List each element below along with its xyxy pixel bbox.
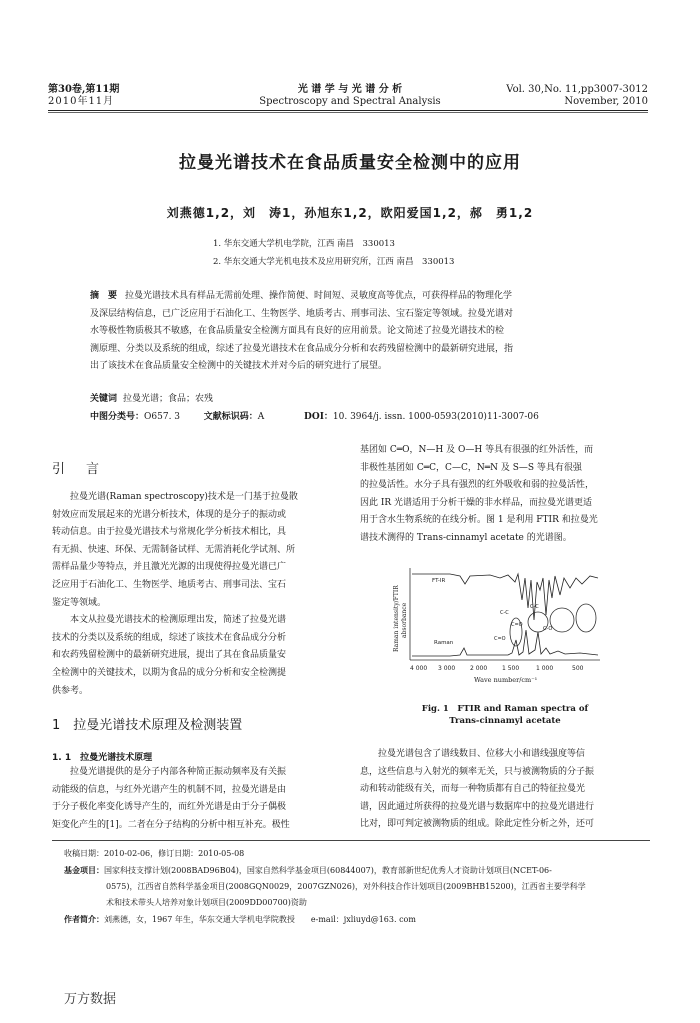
annotation-circle <box>550 608 574 632</box>
section-1-heading: 1 拉曼光谱技术原理及检测装置 <box>52 718 243 733</box>
intro-line: 和农药残留检测中的最新研究进展，提出了其在食品质量安 <box>52 650 287 661</box>
keywords-label: 关键词 <box>90 394 118 404</box>
x-tick-label: 3 000 <box>438 665 456 672</box>
abstract-line-4: 测原理、分类以及系统的组成，综述了拉曼光谱技术在食品成分分析和农药残留检测中的最新研究进展，指 <box>90 343 514 354</box>
abstract-line-3: 水等极性物质极其不敏感，在食品质量安全检测方面具有良好的应用前景。论文简述了拉曼光谱技术的检 <box>90 326 505 337</box>
intro-body <box>52 489 342 700</box>
affiliation-1: 1. 华东交通大学机电学院，江西 南昌 330013 <box>213 239 395 249</box>
rc-line: 用于含水生物系统的在线分析。图 1 是利用 FTIR 和拉曼光 <box>360 515 598 526</box>
intro-line: 需样品量少等特点，并且激光光源的出现使得拉曼光谱已广 <box>52 562 287 573</box>
s1-line: 拉曼光谱提供的是分子内部各种简正振动频率及有关振 <box>70 767 287 777</box>
journal-volume-cn: 第30卷,第11期 <box>48 84 120 95</box>
x-tick-label: 4 000 <box>410 665 428 672</box>
abstract-label: 摘 要 <box>90 291 118 301</box>
right-col-top <box>360 442 650 548</box>
section-intro-heading: 引 言 <box>52 462 104 477</box>
journal-name-en: Spectroscopy and Spectral Analysis <box>259 96 441 107</box>
intro-line: 射效应而发展起来的光谱分析技术，体现的是分子的振动或 <box>52 509 287 520</box>
fund-text-1: 国家科技支撑计划(2008BAD96B04)，国家自然科学基金项目(60844007)，教育部新世纪优秀人才资助计划项目(NCET-06- <box>104 866 552 875</box>
fund-line-2: 0575)，江西省自然科学基金项目(2008GQN0029，2007GZN026)，对外科技合作计划项目(2009BHB15200)，江西省主要学科学 <box>106 882 586 891</box>
abstract-line-1 <box>90 288 610 306</box>
author-bio-label: 作者简介： <box>64 914 104 924</box>
doi-label: DOI： <box>304 412 333 422</box>
journal-volume-en: Vol. 30,No. 11,pp3007-3012 <box>506 84 648 95</box>
figure-caption-2: Trans-cinnamyl acetate <box>449 716 561 726</box>
doc-code-value: A <box>257 412 265 422</box>
rc-line: 谱技术测得的 Trans-cinnamyl acetate 的光谱图。 <box>360 532 572 543</box>
rc2-line: 比对，即可判定被测物质的组成。除此定性分析之外，还可 <box>360 819 595 830</box>
raman-label: Raman <box>434 640 454 646</box>
x-axis-label: Wave number/cm⁻¹ <box>474 676 538 684</box>
journal-date-en: November, 2010 <box>564 96 648 107</box>
fund-label: 基金项目： <box>64 865 104 875</box>
abstract-line-5: 出了该技术在食品质量安全检测中的关键技术并对今后的研究进行了展望。 <box>90 361 388 372</box>
fund-line-3: 术和技术带头人培养对象计划项目(2009DD00700)资助 <box>106 898 307 907</box>
y-axis-label-2: absorbance <box>401 602 408 638</box>
author-bio-text: 刘燕德，女，1967 年生，华东交通大学机电学院教授 e-mail：jxliuyd@163. com <box>104 915 416 924</box>
peak-label: C=O <box>511 622 523 628</box>
header-rule <box>48 110 648 111</box>
figure-1-spectra <box>390 560 640 700</box>
intro-line: 泛应用于石油化工、生物医学、地质考古、刑事司法、宝石 <box>52 579 287 590</box>
intro-line: 鉴定等领域。 <box>52 597 107 608</box>
x-tick-label: 1 000 <box>536 665 554 672</box>
author-list: 刘燕德1,2，刘 涛1，孙旭东1,2，欧阳爱国1,2，郝 勇1,2 <box>166 206 534 220</box>
y-axis-label-1: Raman intensity/FTIR <box>393 585 400 652</box>
footnotes <box>64 846 650 928</box>
intro-line: 技术的分类以及系统的组成，综述了该技术在食品成分分析 <box>52 632 287 643</box>
intro-line: 本文从拉曼光谱技术的检测原理出发，简述了拉曼光谱 <box>70 615 287 626</box>
intro-line: 供参考。 <box>52 685 89 696</box>
ftir-label: FT-IR <box>432 578 446 584</box>
intro-line: 有无损、快速、环保、无需制备试样、无需消耗化学试剂、所 <box>52 544 296 555</box>
doc-code-label: 文献标识码： <box>203 412 258 422</box>
peak-label: C=O <box>494 636 506 642</box>
header-rule-thin <box>48 112 648 113</box>
clc-value: O657. 3 <box>144 412 181 422</box>
intro-line: 转动信息。由于拉曼光谱技术与常规化学分析技术相比，具 <box>52 527 287 538</box>
received-dates: 收稿日期：2010-02-06，修订日期：2010-05-08 <box>64 849 245 858</box>
doi-value: 10. 3964/j. issn. 1000-0593(2010)11-3007-06 <box>332 412 539 422</box>
peak-label: C-O <box>543 626 553 632</box>
abstract-line-2: 及深层结构信息，已广泛应用于石油化工、生物医学、地质考古、刑事司法、宝石鉴定等领域。拉曼光谱对 <box>90 308 514 319</box>
intro-line: 全检测中的关键技术，以期为食品的成分分析和安全检测提 <box>52 667 287 678</box>
s1-line: 于分子极化率变化诱导产生的，而红外光谱是由于分子偶极 <box>52 802 287 813</box>
classification-line <box>90 409 539 425</box>
figure-caption-1: Fig. 1 FTIR and Raman spectra of <box>421 704 589 714</box>
rc2-line: 谱，因此通过所获得的拉曼光谱与数据库中的拉曼光谱进行 <box>360 801 595 812</box>
section-1-1-heading: 1. 1 拉曼光谱技术原理 <box>52 753 153 763</box>
annotation-circle <box>576 604 596 632</box>
rc2-line: 息，这些信息与入射光的频率无关，只与被测物质的分子振 <box>360 766 595 777</box>
x-tick-label: 500 <box>572 665 584 672</box>
paper-title: 拉曼光谱技术在食品质量安全检测中的应用 <box>179 153 521 173</box>
journal-date-cn: 2010年11月 <box>48 96 115 107</box>
footnote-rule <box>52 840 650 841</box>
annotation-circle <box>528 612 548 632</box>
s1-line: 矩变化产生的[1]。二者在分子结构的分析中相互补充。极性 <box>52 819 290 830</box>
keywords-text: 拉曼光谱；食品；农残 <box>123 394 214 404</box>
rc-line: 的拉曼活性。水分子具有强烈的红外吸收和弱的拉曼活性， <box>360 480 595 491</box>
abstract <box>90 288 610 376</box>
section-1-body <box>52 764 342 834</box>
journal-name-cn: 光 谱 学 与 光 谱 分 析 <box>297 84 403 95</box>
rc-line: 因此 IR 光谱适用于分析干燥的非水样品，而拉曼光谱更适 <box>360 497 593 508</box>
keywords <box>90 391 213 407</box>
rc-line: 非极性基团如 C═C，C—C，N═N 及 S—S 等具有很强 <box>360 462 582 473</box>
wanfang-watermark: 万方数据 <box>64 992 117 1007</box>
abstract-text-1: 拉曼光谱技术具有样品无需前处理、操作简便、时间短、灵敏度高等优点，可获得样品的物理化学 <box>125 291 513 301</box>
rc2-line: 动和转动能级有关，而每一种物质都有自己的特征拉曼光 <box>360 784 586 795</box>
x-tick-label: 1 500 <box>502 665 520 672</box>
affiliation-2: 2. 华东交通大学光机电技术及应用研究所，江西 南昌 330013 <box>213 257 455 267</box>
intro-line: 拉曼光谱(Raman spectroscopy)技术是一门基于拉曼散 <box>70 492 298 502</box>
fund-line-1 <box>64 862 650 879</box>
right-col-bottom <box>360 746 650 834</box>
rc-line: 基团如 C═O，N—H 及 O—H 等具有很强的红外活性，而 <box>360 445 594 455</box>
author-bio <box>64 911 650 928</box>
clc-label: 中图分类号： <box>90 412 145 422</box>
s1-line: 动能级的信息，与红外光谱产生的机制不同，拉曼光谱是由 <box>52 784 287 795</box>
x-tick-label: 2 000 <box>470 665 488 672</box>
peak-label: C-C <box>530 604 539 610</box>
rc2-line: 拉曼光谱包含了谱线数目、位移大小和谱线强度等信 <box>378 749 586 759</box>
peak-label: C-C <box>500 610 509 616</box>
